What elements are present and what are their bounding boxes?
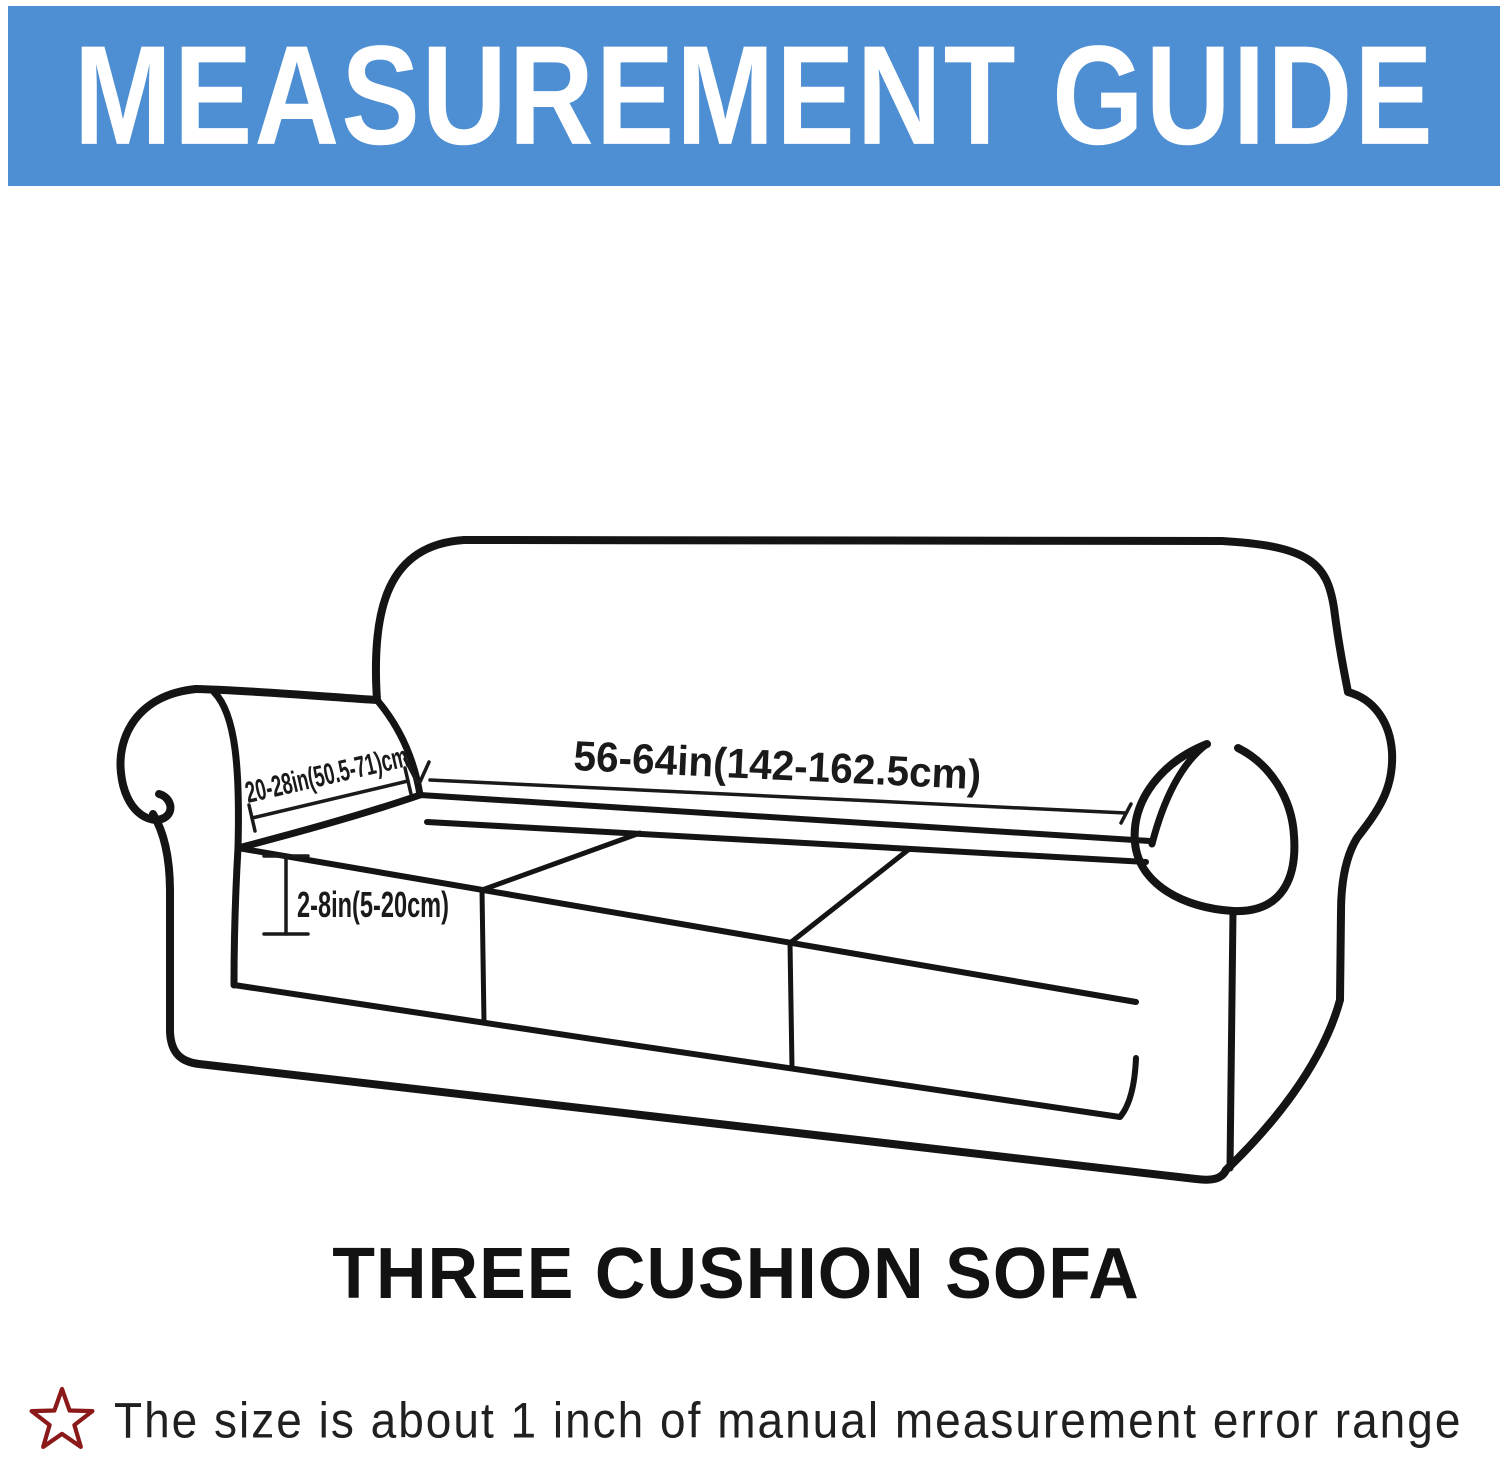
footnote [28, 1386, 1500, 1454]
star-icon [28, 1386, 96, 1454]
cushion-height-label: 2-8in(5-20cm) [297, 884, 449, 925]
sofa-outline [120, 540, 1392, 1180]
back-width-label: 56-64in(142-162.5cm) [572, 732, 997, 799]
star-icon-path [32, 1389, 93, 1447]
page-title: MEASUREMENT GUIDE [73, 17, 1435, 175]
arm-width-label: 20-28in(50.5-71)cm [242, 717, 512, 810]
sofa-caption-text: THREE CUSHION SOFA [332, 1232, 1140, 1314]
sofa-caption [0, 1233, 1472, 1313]
footnote-text: The size is about 1 inch of manual measurement error range [114, 1391, 1463, 1449]
